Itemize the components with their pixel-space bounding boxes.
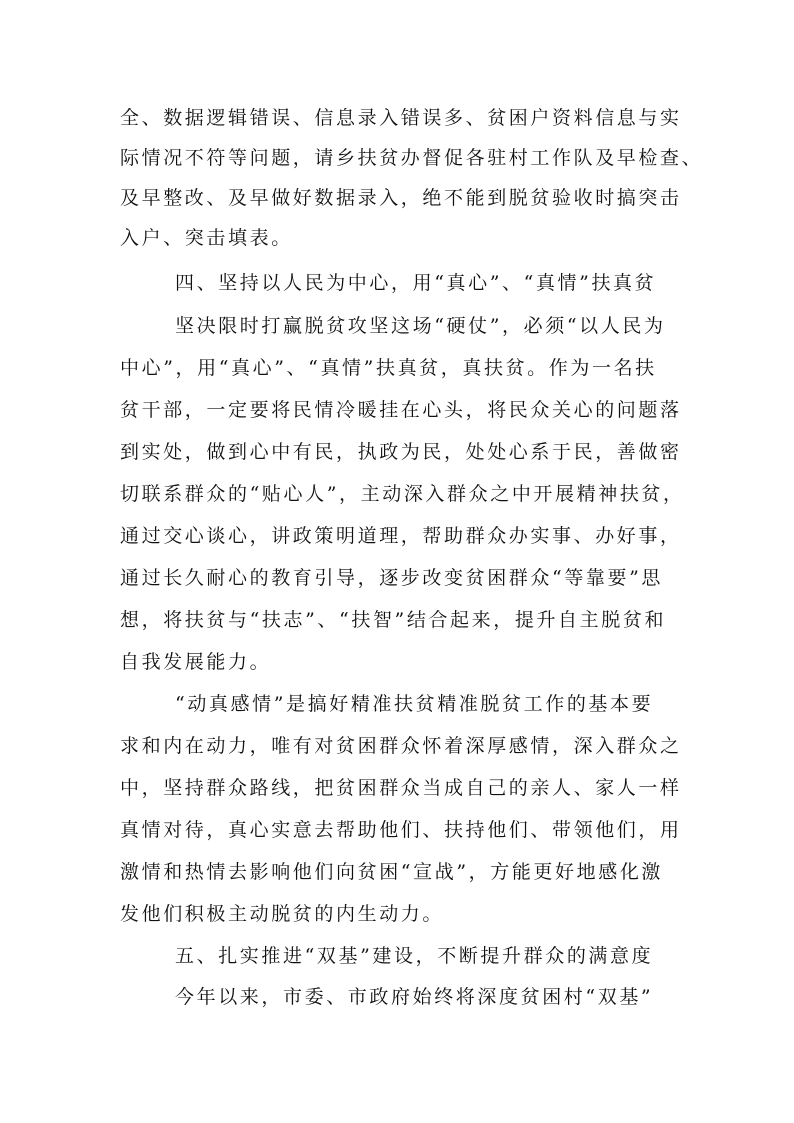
paragraph-line: 坚决限时打赢脱贫攻坚这场“硬仗”，必须“以人民为 [175,315,666,337]
paragraph-line: 真情对待，真心实意去帮助他们、扶持他们、带领他们，用 [120,819,682,841]
paragraph-line: 想，将扶贫与“扶志”、“扶智”结合起来，提升自主脱贫和 [120,609,667,631]
paragraph-line: 求和内在动力，唯有对贫困群众怀着深厚感情，深入群众之 [120,735,682,757]
paragraph-line: 自我发展能力。 [120,651,272,673]
paragraph-line: “动真感情”是搞好精准扶贫精准脱贫工作的基本要 [175,693,654,715]
paragraph-line: 中心”，用“真心”、“真情”扶真贫，真扶贫。作为一名扶 [120,357,657,379]
paragraph-line: 全、数据逻辑错误、信息录入错误多、贫困户资料信息与实 [120,107,682,129]
paragraph-line: 及早整改、及早做好数据录入，绝不能到脱贫验收时搞突击 [120,187,682,209]
section-heading-5: 五、扎实推进“双基”建设，不断提升群众的满意度 [175,945,654,967]
paragraph-line: 今年以来，市委、市政府始终将深度贫困村“双基” [175,986,654,1008]
paragraph-line: 贫干部，一定要将民情冷暖挂在心头，将民众关心的问题落 [120,399,682,421]
paragraph-line: 切联系群众的“贴心人”，主动深入群众之中开展精神扶贫， [120,483,685,505]
paragraph-line: 到实处，做到心中有民，执政为民，处处心系于民，善做密 [120,441,682,463]
paragraph-line: 中，坚持群众路线，把贫困群众当成自己的亲人、家人一样 [120,777,682,799]
paragraph-line: 激情和热情去影响他们向贫困“宣战”，方能更好地感化激 [120,861,664,883]
paragraph-line: 发他们积极主动脱贫的内生动力。 [120,903,445,925]
paragraph-line: 际情况不符等问题，请乡扶贫办督促各驻村工作队及早检查、 [120,147,704,169]
paragraph-line: 通过长久耐心的教育引导，逐步改变贫困群众“等靠要”思 [120,567,664,589]
paragraph-line: 通过交心谈心，讲政策明道理，帮助群众办实事、办好事， [120,525,682,547]
paragraph-line: 入户、突击填表。 [120,227,293,249]
section-heading-4: 四、坚持以人民为中心，用“真心”、“真情”扶真贫 [175,272,657,294]
